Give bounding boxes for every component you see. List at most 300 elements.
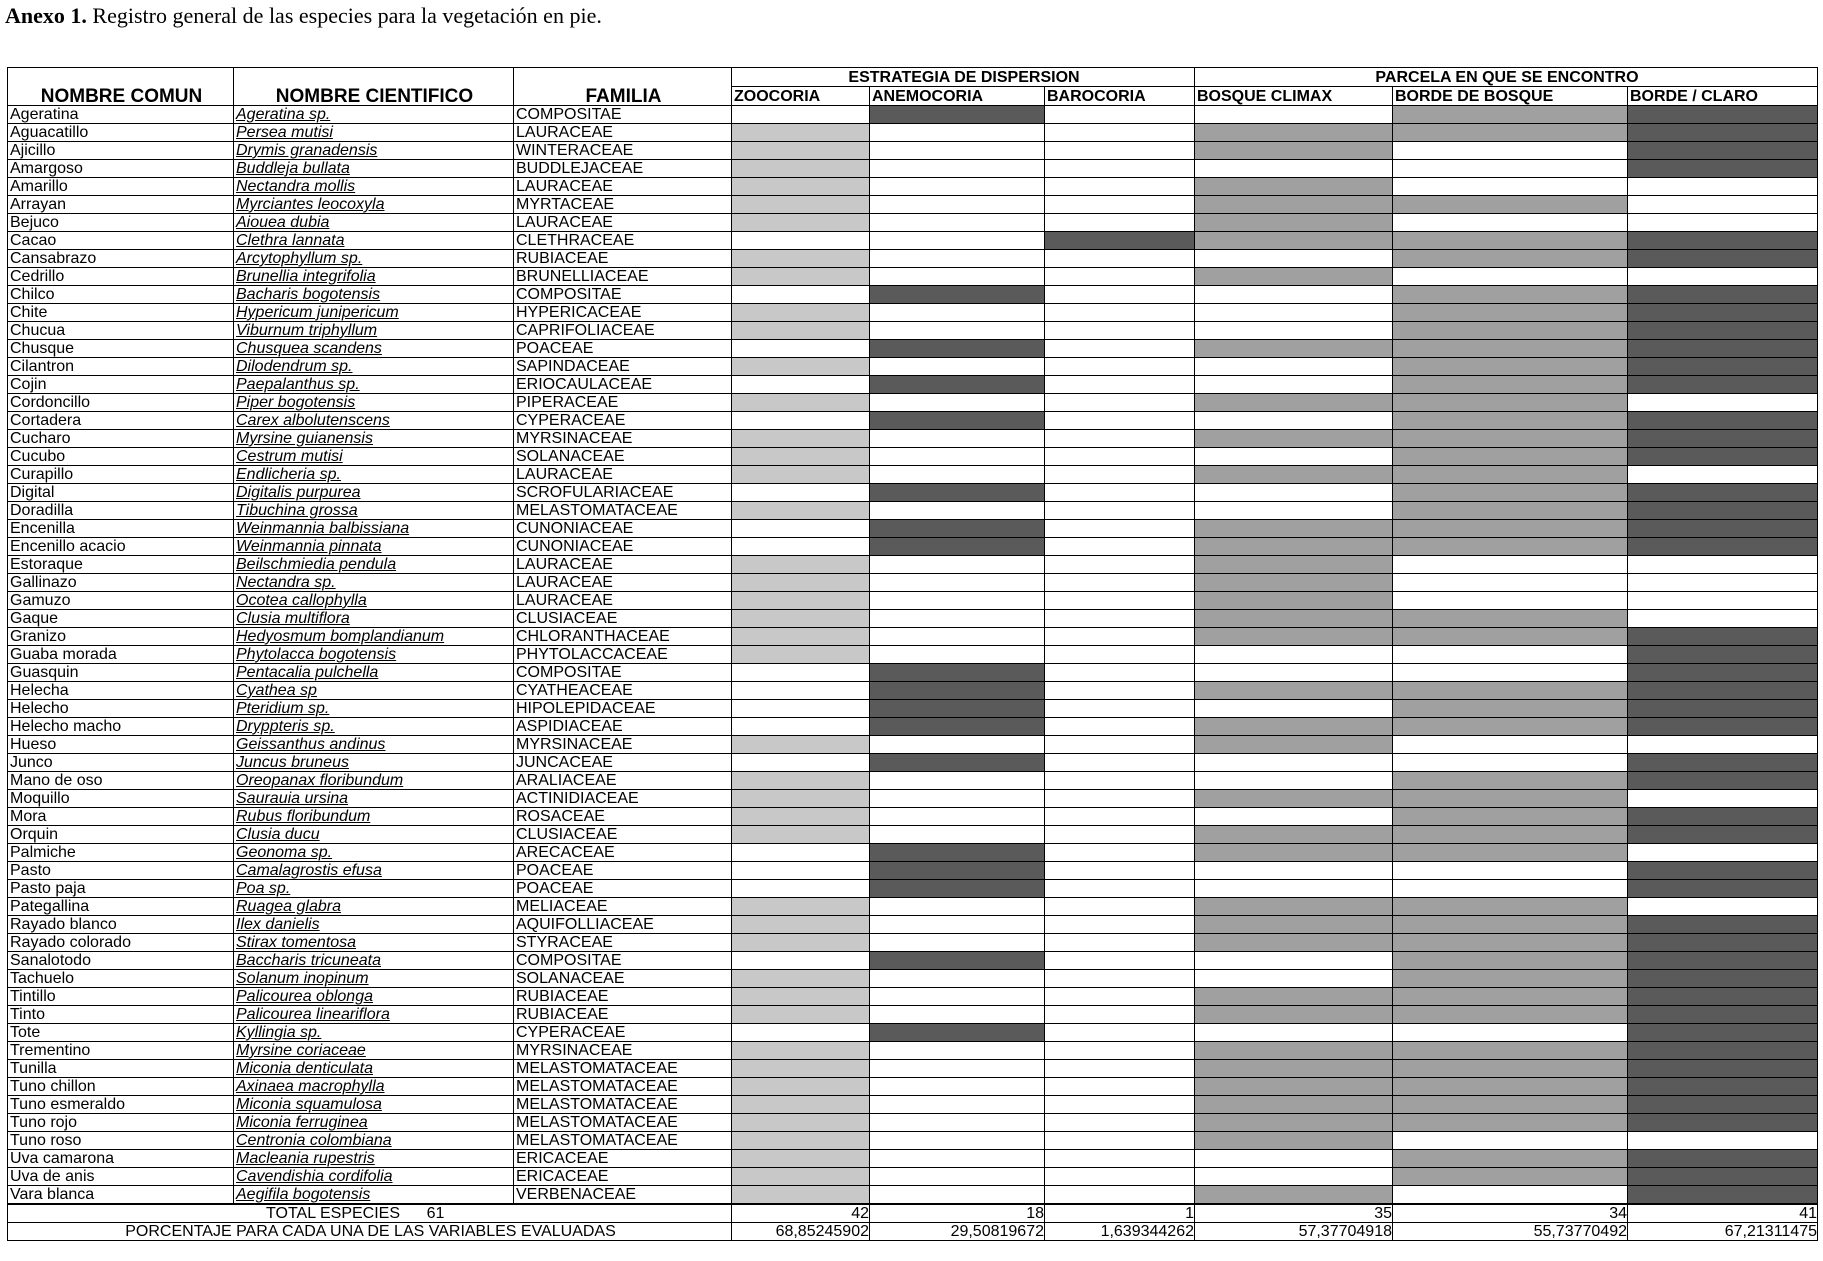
- nombre-comun-cell: Sanalotodo: [8, 952, 234, 970]
- bosque-climax-cell: [1195, 754, 1393, 772]
- barocoria-cell: [1045, 718, 1195, 736]
- zoocoria-cell: [732, 1024, 870, 1042]
- borde-bosque-cell: [1393, 628, 1628, 646]
- anemocoria-cell: [870, 934, 1045, 952]
- anemocoria-cell: [870, 304, 1045, 322]
- borde-bosque-cell: [1393, 970, 1628, 988]
- bosque-climax-cell: [1195, 376, 1393, 394]
- bosque-climax-cell: [1195, 916, 1393, 934]
- barocoria-cell: [1045, 574, 1195, 592]
- bosque-climax-cell: [1195, 340, 1393, 358]
- zoocoria-cell: [732, 160, 870, 178]
- nombre-comun-cell: Cansabrazo: [8, 250, 234, 268]
- barocoria-cell: [1045, 142, 1195, 160]
- caption-label: Anexo 1.: [5, 3, 87, 28]
- nombre-cientifico-cell: Miconia ferruginea: [234, 1114, 514, 1132]
- bosque-climax-cell: [1195, 844, 1393, 862]
- barocoria-cell: [1045, 430, 1195, 448]
- anemocoria-cell: [870, 520, 1045, 538]
- bosque-climax-cell: [1195, 646, 1393, 664]
- zoocoria-cell: [732, 952, 870, 970]
- barocoria-cell: [1045, 610, 1195, 628]
- borde-claro-cell: [1628, 250, 1818, 268]
- zoocoria-cell: [732, 844, 870, 862]
- barocoria-cell: [1045, 340, 1195, 358]
- barocoria-cell: [1045, 538, 1195, 556]
- borde-bosque-cell: [1393, 340, 1628, 358]
- nombre-cientifico-cell: Stirax tomentosa: [234, 934, 514, 952]
- familia-cell: CYPERACEAE: [514, 1024, 732, 1042]
- anemocoria-cell: [870, 196, 1045, 214]
- barocoria-cell: [1045, 124, 1195, 142]
- anemocoria-cell: [870, 970, 1045, 988]
- bosque-climax-cell: [1195, 502, 1393, 520]
- familia-cell: PIPERACEAE: [514, 394, 732, 412]
- bosque-climax-cell: [1195, 286, 1393, 304]
- nombre-cientifico-cell: Nectandra mollis: [234, 178, 514, 196]
- zoocoria-cell: [732, 268, 870, 286]
- bosque-climax-cell: [1195, 682, 1393, 700]
- table-row: [8, 394, 1818, 412]
- familia-cell: ACTINIDIACEAE: [514, 790, 732, 808]
- bosque-climax-cell: [1195, 700, 1393, 718]
- barocoria-cell: [1045, 646, 1195, 664]
- borde-claro-cell: [1628, 1168, 1818, 1186]
- nombre-cientifico-cell: Digitalis purpurea: [234, 484, 514, 502]
- familia-cell: JUNCACEAE: [514, 754, 732, 772]
- bosque-climax-cell: [1195, 430, 1393, 448]
- borde-claro-cell: [1628, 988, 1818, 1006]
- table-row: [8, 718, 1818, 736]
- bosque-climax-cell: [1195, 142, 1393, 160]
- bosque-climax-cell: [1195, 1186, 1393, 1205]
- borde-bosque-cell: [1393, 1060, 1628, 1078]
- nombre-comun-cell: Cedrillo: [8, 268, 234, 286]
- header-bosque-climax: BOSQUE CLIMAX: [1195, 87, 1393, 106]
- header-parcela: PARCELA EN QUE SE ENCONTRO: [1195, 68, 1818, 87]
- nombre-comun-cell: Gallinazo: [8, 574, 234, 592]
- bosque-climax-cell: [1195, 160, 1393, 178]
- nombre-cientifico-cell: Hedyosmum bomplandianum: [234, 628, 514, 646]
- bosque-climax-cell: [1195, 412, 1393, 430]
- table-row: [8, 790, 1818, 808]
- nombre-cientifico-cell: Weinmannia balbissiana: [234, 520, 514, 538]
- barocoria-cell: [1045, 970, 1195, 988]
- nombre-cientifico-cell: Oreopanax floribundum: [234, 772, 514, 790]
- barocoria-cell: [1045, 1060, 1195, 1078]
- borde-bosque-cell: [1393, 1042, 1628, 1060]
- barocoria-cell: [1045, 196, 1195, 214]
- borde-claro-cell: [1628, 646, 1818, 664]
- barocoria-cell: [1045, 556, 1195, 574]
- anemocoria-cell: [870, 1150, 1045, 1168]
- header-anemocoria: ANEMOCORIA: [870, 87, 1045, 106]
- nombre-comun-cell: Rayado blanco: [8, 916, 234, 934]
- barocoria-cell: [1045, 880, 1195, 898]
- borde-claro-cell: [1628, 592, 1818, 610]
- nombre-comun-cell: Amarillo: [8, 178, 234, 196]
- borde-claro-cell: [1628, 970, 1818, 988]
- borde-claro-cell: [1628, 1096, 1818, 1114]
- nombre-comun-cell: Doradilla: [8, 502, 234, 520]
- borde-claro-cell: [1628, 1006, 1818, 1024]
- familia-cell: ERICACEAE: [514, 1150, 732, 1168]
- familia-cell: ERICACEAE: [514, 1168, 732, 1186]
- anemocoria-cell: [870, 394, 1045, 412]
- barocoria-cell: [1045, 250, 1195, 268]
- nombre-comun-cell: Ajicillo: [8, 142, 234, 160]
- nombre-comun-cell: Granizo: [8, 628, 234, 646]
- familia-cell: RUBIACEAE: [514, 988, 732, 1006]
- table-row: [8, 484, 1818, 502]
- borde-bosque-cell: [1393, 664, 1628, 682]
- borde-claro-cell: [1628, 754, 1818, 772]
- nombre-cientifico-cell: Miconia squamulosa: [234, 1096, 514, 1114]
- familia-cell: MELASTOMATACEAE: [514, 1114, 732, 1132]
- borde-bosque-cell: [1393, 862, 1628, 880]
- nombre-cientifico-cell: Myrciantes leocoxyla: [234, 196, 514, 214]
- zoocoria-cell: [732, 376, 870, 394]
- bosque-climax-cell: [1195, 772, 1393, 790]
- nombre-comun-cell: Helecha: [8, 682, 234, 700]
- nombre-comun-cell: Cucubo: [8, 448, 234, 466]
- barocoria-cell: [1045, 520, 1195, 538]
- borde-bosque-cell: [1393, 718, 1628, 736]
- zoocoria-cell: [732, 322, 870, 340]
- anemocoria-cell: [870, 232, 1045, 250]
- nombre-cientifico-cell: Ageratina sp.: [234, 106, 514, 124]
- nombre-cientifico-cell: Carex albolutenscens: [234, 412, 514, 430]
- nombre-comun-cell: Curapillo: [8, 466, 234, 484]
- nombre-comun-cell: Chilco: [8, 286, 234, 304]
- barocoria-cell: [1045, 862, 1195, 880]
- familia-cell: RUBIACEAE: [514, 1006, 732, 1024]
- zoocoria-cell: [732, 430, 870, 448]
- bosque-climax-cell: [1195, 1006, 1393, 1024]
- familia-cell: POACEAE: [514, 862, 732, 880]
- bosque-climax-cell: [1195, 790, 1393, 808]
- zoocoria-cell: [732, 754, 870, 772]
- nombre-cientifico-cell: Macleania rupestris: [234, 1150, 514, 1168]
- nombre-comun-cell: Cojin: [8, 376, 234, 394]
- borde-claro-cell: [1628, 1150, 1818, 1168]
- borde-claro-cell: [1628, 502, 1818, 520]
- table-row: [8, 376, 1818, 394]
- header-dispersion: ESTRATEGIA DE DISPERSION: [732, 68, 1195, 87]
- nombre-cientifico-cell: Hypericum junipericum: [234, 304, 514, 322]
- nombre-cientifico-cell: Palicourea lineariflora: [234, 1006, 514, 1024]
- barocoria-cell: [1045, 1114, 1195, 1132]
- anemocoria-cell: [870, 340, 1045, 358]
- nombre-comun-cell: Digital: [8, 484, 234, 502]
- table-row: [8, 898, 1818, 916]
- anemocoria-cell: [870, 952, 1045, 970]
- borde-claro-cell: [1628, 124, 1818, 142]
- zoocoria-cell: [732, 736, 870, 754]
- header-nombre-comun: NOMBRE COMUN: [8, 68, 234, 106]
- zoocoria-cell: [732, 196, 870, 214]
- barocoria-cell: [1045, 1042, 1195, 1060]
- barocoria-cell: [1045, 160, 1195, 178]
- nombre-comun-cell: Cacao: [8, 232, 234, 250]
- bosque-climax-cell: [1195, 196, 1393, 214]
- anemocoria-cell: [870, 142, 1045, 160]
- borde-bosque-cell: [1393, 1096, 1628, 1114]
- nombre-cientifico-cell: Juncus bruneus: [234, 754, 514, 772]
- pct-borde-bosque: 55,73770492: [1393, 1223, 1628, 1241]
- nombre-comun-cell: Amargoso: [8, 160, 234, 178]
- borde-claro-cell: [1628, 232, 1818, 250]
- anemocoria-cell: [870, 358, 1045, 376]
- table-row: [8, 142, 1818, 160]
- familia-cell: AQUIFOLLIACEAE: [514, 916, 732, 934]
- anemocoria-cell: [870, 124, 1045, 142]
- familia-cell: CLUSIACEAE: [514, 610, 732, 628]
- nombre-comun-cell: Rayado colorado: [8, 934, 234, 952]
- zoocoria-cell: [732, 1006, 870, 1024]
- familia-cell: LAURACEAE: [514, 214, 732, 232]
- borde-bosque-cell: [1393, 826, 1628, 844]
- nombre-comun-cell: Chusque: [8, 340, 234, 358]
- nombre-comun-cell: Pasto paja: [8, 880, 234, 898]
- borde-bosque-cell: [1393, 196, 1628, 214]
- borde-claro-cell: [1628, 1024, 1818, 1042]
- borde-bosque-cell: [1393, 394, 1628, 412]
- table-row: [8, 592, 1818, 610]
- anemocoria-cell: [870, 628, 1045, 646]
- table-row: [8, 502, 1818, 520]
- nombre-comun-cell: Tinto: [8, 1006, 234, 1024]
- familia-cell: CUNONIACEAE: [514, 538, 732, 556]
- percentages-row: [8, 1223, 1818, 1241]
- barocoria-cell: [1045, 484, 1195, 502]
- zoocoria-cell: [732, 610, 870, 628]
- table-row: [8, 880, 1818, 898]
- nombre-comun-cell: Tintillo: [8, 988, 234, 1006]
- barocoria-cell: [1045, 844, 1195, 862]
- borde-claro-cell: [1628, 1114, 1818, 1132]
- nombre-cientifico-cell: Clusia ducu: [234, 826, 514, 844]
- borde-claro-cell: [1628, 214, 1818, 232]
- nombre-cientifico-cell: Cavendishia cordifolia: [234, 1168, 514, 1186]
- borde-claro-cell: [1628, 430, 1818, 448]
- nombre-cientifico-cell: Pteridium sp.: [234, 700, 514, 718]
- table-row: [8, 160, 1818, 178]
- pct-barocoria: 1,639344262: [1045, 1223, 1195, 1241]
- bosque-climax-cell: [1195, 1168, 1393, 1186]
- borde-claro-cell: [1628, 952, 1818, 970]
- nombre-comun-cell: Guaba morada: [8, 646, 234, 664]
- nombre-comun-cell: Bejuco: [8, 214, 234, 232]
- header-borde-claro: BORDE / CLARO: [1628, 87, 1818, 106]
- bosque-climax-cell: [1195, 322, 1393, 340]
- anemocoria-cell: [870, 1060, 1045, 1078]
- anemocoria-cell: [870, 466, 1045, 484]
- barocoria-cell: [1045, 358, 1195, 376]
- familia-cell: PHYTOLACCACEAE: [514, 646, 732, 664]
- anemocoria-cell: [870, 862, 1045, 880]
- nombre-cientifico-cell: Myrsine coriaceae: [234, 1042, 514, 1060]
- table-row: [8, 1186, 1818, 1205]
- zoocoria-cell: [732, 520, 870, 538]
- barocoria-cell: [1045, 592, 1195, 610]
- anemocoria-cell: [870, 916, 1045, 934]
- nombre-comun-cell: Gamuzo: [8, 592, 234, 610]
- table-row: [8, 430, 1818, 448]
- borde-claro-cell: [1628, 1042, 1818, 1060]
- anemocoria-cell: [870, 880, 1045, 898]
- table-row: [8, 1006, 1818, 1024]
- borde-claro-cell: [1628, 1060, 1818, 1078]
- familia-cell: LAURACEAE: [514, 574, 732, 592]
- nombre-comun-cell: Tuno rojo: [8, 1114, 234, 1132]
- familia-cell: ROSACEAE: [514, 808, 732, 826]
- familia-cell: MYRSINACEAE: [514, 736, 732, 754]
- familia-cell: COMPOSITAE: [514, 106, 732, 124]
- zoocoria-cell: [732, 628, 870, 646]
- nombre-comun-cell: Pategallina: [8, 898, 234, 916]
- anemocoria-cell: [870, 484, 1045, 502]
- barocoria-cell: [1045, 934, 1195, 952]
- nombre-cientifico-cell: Bacharis bogotensis: [234, 286, 514, 304]
- totals-label: TOTAL ESPECIES: [266, 1205, 400, 1222]
- bosque-climax-cell: [1195, 448, 1393, 466]
- familia-cell: LAURACEAE: [514, 124, 732, 142]
- bosque-climax-cell: [1195, 1078, 1393, 1096]
- anemocoria-cell: [870, 754, 1045, 772]
- nombre-comun-cell: Chucua: [8, 322, 234, 340]
- anemocoria-cell: [870, 664, 1045, 682]
- table-row: [8, 322, 1818, 340]
- familia-cell: MYRTACEAE: [514, 196, 732, 214]
- nombre-comun-cell: Cordoncillo: [8, 394, 234, 412]
- borde-bosque-cell: [1393, 610, 1628, 628]
- zoocoria-cell: [732, 790, 870, 808]
- borde-claro-cell: [1628, 358, 1818, 376]
- table-row: [8, 646, 1818, 664]
- zoocoria-cell: [732, 700, 870, 718]
- borde-claro-cell: [1628, 844, 1818, 862]
- zoocoria-cell: [732, 574, 870, 592]
- table-row: [8, 358, 1818, 376]
- nombre-comun-cell: Estoraque: [8, 556, 234, 574]
- borde-bosque-cell: [1393, 430, 1628, 448]
- bosque-climax-cell: [1195, 1060, 1393, 1078]
- familia-cell: COMPOSITAE: [514, 286, 732, 304]
- nombre-comun-cell: Chite: [8, 304, 234, 322]
- table-row: [8, 826, 1818, 844]
- nombre-comun-cell: Guasquin: [8, 664, 234, 682]
- bosque-climax-cell: [1195, 232, 1393, 250]
- anemocoria-cell: [870, 448, 1045, 466]
- borde-claro-cell: [1628, 142, 1818, 160]
- nombre-comun-cell: Vara blanca: [8, 1186, 234, 1205]
- bosque-climax-cell: [1195, 718, 1393, 736]
- table-row: [8, 772, 1818, 790]
- barocoria-cell: [1045, 682, 1195, 700]
- nombre-cientifico-cell: Persea mutisi: [234, 124, 514, 142]
- anemocoria-cell: [870, 1006, 1045, 1024]
- table-row: [8, 304, 1818, 322]
- barocoria-cell: [1045, 1024, 1195, 1042]
- bosque-climax-cell: [1195, 358, 1393, 376]
- zoocoria-cell: [732, 412, 870, 430]
- barocoria-cell: [1045, 898, 1195, 916]
- zoocoria-cell: [732, 466, 870, 484]
- familia-cell: SCROFULARIACEAE: [514, 484, 732, 502]
- borde-bosque-cell: [1393, 484, 1628, 502]
- table-row: [8, 1042, 1818, 1060]
- familia-cell: HIPOLEPIDACEAE: [514, 700, 732, 718]
- table-row: [8, 412, 1818, 430]
- borde-bosque-cell: [1393, 556, 1628, 574]
- caption-text: Registro general de las especies para la vegetación en pie.: [86, 3, 602, 28]
- borde-bosque-cell: [1393, 268, 1628, 286]
- borde-bosque-cell: [1393, 700, 1628, 718]
- zoocoria-cell: [732, 646, 870, 664]
- table-row: [8, 214, 1818, 232]
- anemocoria-cell: [870, 412, 1045, 430]
- anemocoria-cell: [870, 502, 1045, 520]
- zoocoria-cell: [732, 970, 870, 988]
- bosque-climax-cell: [1195, 988, 1393, 1006]
- borde-bosque-cell: [1393, 412, 1628, 430]
- anemocoria-cell: [870, 268, 1045, 286]
- borde-bosque-cell: [1393, 808, 1628, 826]
- bosque-climax-cell: [1195, 862, 1393, 880]
- nombre-cientifico-cell: Paepalanthus sp.: [234, 376, 514, 394]
- nombre-cientifico-cell: Pentacalia pulchella: [234, 664, 514, 682]
- bosque-climax-cell: [1195, 1150, 1393, 1168]
- borde-bosque-cell: [1393, 214, 1628, 232]
- nombre-cientifico-cell: Miconia denticulata: [234, 1060, 514, 1078]
- borde-bosque-cell: [1393, 124, 1628, 142]
- zoocoria-cell: [732, 1096, 870, 1114]
- borde-claro-cell: [1628, 106, 1818, 124]
- familia-cell: LAURACEAE: [514, 178, 732, 196]
- zoocoria-cell: [732, 340, 870, 358]
- bosque-climax-cell: [1195, 1024, 1393, 1042]
- borde-claro-cell: [1628, 268, 1818, 286]
- familia-cell: LAURACEAE: [514, 592, 732, 610]
- table-row: [8, 124, 1818, 142]
- anemocoria-cell: [870, 736, 1045, 754]
- barocoria-cell: [1045, 826, 1195, 844]
- familia-cell: HYPERICACEAE: [514, 304, 732, 322]
- nombre-comun-cell: Tote: [8, 1024, 234, 1042]
- borde-claro-cell: [1628, 718, 1818, 736]
- nombre-cientifico-cell: Ruagea glabra: [234, 898, 514, 916]
- anemocoria-cell: [870, 376, 1045, 394]
- borde-bosque-cell: [1393, 1114, 1628, 1132]
- familia-cell: MELASTOMATACEAE: [514, 1078, 732, 1096]
- zoocoria-cell: [732, 1132, 870, 1150]
- borde-claro-cell: [1628, 826, 1818, 844]
- table-row: [8, 556, 1818, 574]
- anemocoria-cell: [870, 1078, 1045, 1096]
- borde-bosque-cell: [1393, 250, 1628, 268]
- borde-bosque-cell: [1393, 952, 1628, 970]
- familia-cell: ASPIDIACEAE: [514, 718, 732, 736]
- zoocoria-cell: [732, 502, 870, 520]
- header-nombre-cientifico: NOMBRE CIENTIFICO: [234, 68, 514, 106]
- totals-label-cell: [8, 1204, 732, 1223]
- borde-bosque-cell: [1393, 286, 1628, 304]
- familia-cell: CLUSIACEAE: [514, 826, 732, 844]
- nombre-comun-cell: Palmiche: [8, 844, 234, 862]
- borde-bosque-cell: [1393, 448, 1628, 466]
- borde-bosque-cell: [1393, 574, 1628, 592]
